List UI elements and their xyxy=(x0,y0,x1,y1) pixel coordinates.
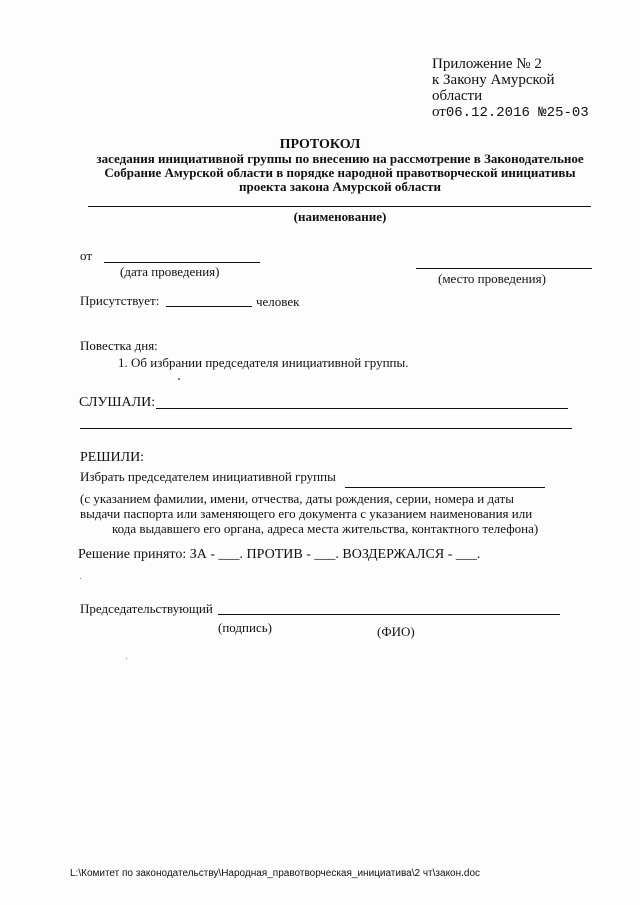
scan-speck xyxy=(80,578,81,579)
agenda-item-1: 1. Об избрании председателя инициативной группы. xyxy=(118,355,409,370)
subtitle-line-3: проекта закона Амурской области xyxy=(239,179,441,194)
agenda-title: Повестка дня: xyxy=(80,338,158,353)
fio-caption: (ФИО) xyxy=(377,624,415,639)
name-underline xyxy=(88,206,591,207)
annex-date-prefix: от xyxy=(432,104,446,120)
signature-underline xyxy=(218,614,560,615)
sign-caption: (подпись) xyxy=(218,620,272,635)
vote-result: Решение принято: ЗА - ___. ПРОТИВ - ___. ВОЗДЕРЖАЛСЯ - ___. xyxy=(78,547,481,562)
file-path-footer: L:\Комитет по законодательству\Народная_правотворческая_инициатива\2 чт\закон.doc xyxy=(70,868,481,879)
place-underline xyxy=(416,268,592,269)
scan-speck xyxy=(178,378,180,380)
decided-line-3: выдачи паспорта или заменяющего его документа с указанием наименования или xyxy=(80,506,533,521)
annex-date-value: 06.12.2016 №25-03 xyxy=(445,105,589,121)
from-label: от xyxy=(80,248,93,263)
annex-line-2: к Закону Амурской xyxy=(432,72,555,88)
scan-speck xyxy=(126,658,127,659)
chair-name-underline xyxy=(345,487,545,488)
heard-underline-2 xyxy=(80,428,572,429)
present-label: Присутствует: xyxy=(80,293,160,308)
protocol-subtitle xyxy=(60,152,620,194)
name-caption: (наименование) xyxy=(293,209,387,224)
annex-line-1: Приложение № 2 xyxy=(432,56,542,72)
place-caption: (место проведения) xyxy=(438,271,546,286)
decided-line-4: кода выдавшего его органа, адреса места жительства, контактного телефона) xyxy=(112,521,539,536)
chair-label: Председательствующий xyxy=(80,601,213,616)
decided-label: РЕШИЛИ: xyxy=(80,450,145,465)
heard-underline-1 xyxy=(156,408,568,409)
subtitle-line-2: Собрание Амурской области в порядке народной правотворческой инициативы xyxy=(104,165,576,180)
subtitle-line-1: заседания инициативной группы по внесению на рассмотрение в Законодательное xyxy=(96,151,584,166)
decided-line-2: (с указанием фамилии, имени, отчества, даты рождения, серии, номера и даты xyxy=(80,491,514,506)
annex-date-line xyxy=(432,104,589,121)
present-underline xyxy=(166,306,252,307)
decided-line-1: Избрать председателем инициативной группы xyxy=(80,469,336,484)
date-underline xyxy=(104,262,260,263)
date-caption: (дата проведения) xyxy=(120,264,220,279)
present-suffix: человек xyxy=(256,294,300,309)
annex-block xyxy=(432,56,589,121)
annex-line-3: области xyxy=(432,88,483,104)
heard-label: СЛУШАЛИ: xyxy=(79,395,156,410)
protocol-title: ПРОТОКОЛ xyxy=(279,137,361,152)
